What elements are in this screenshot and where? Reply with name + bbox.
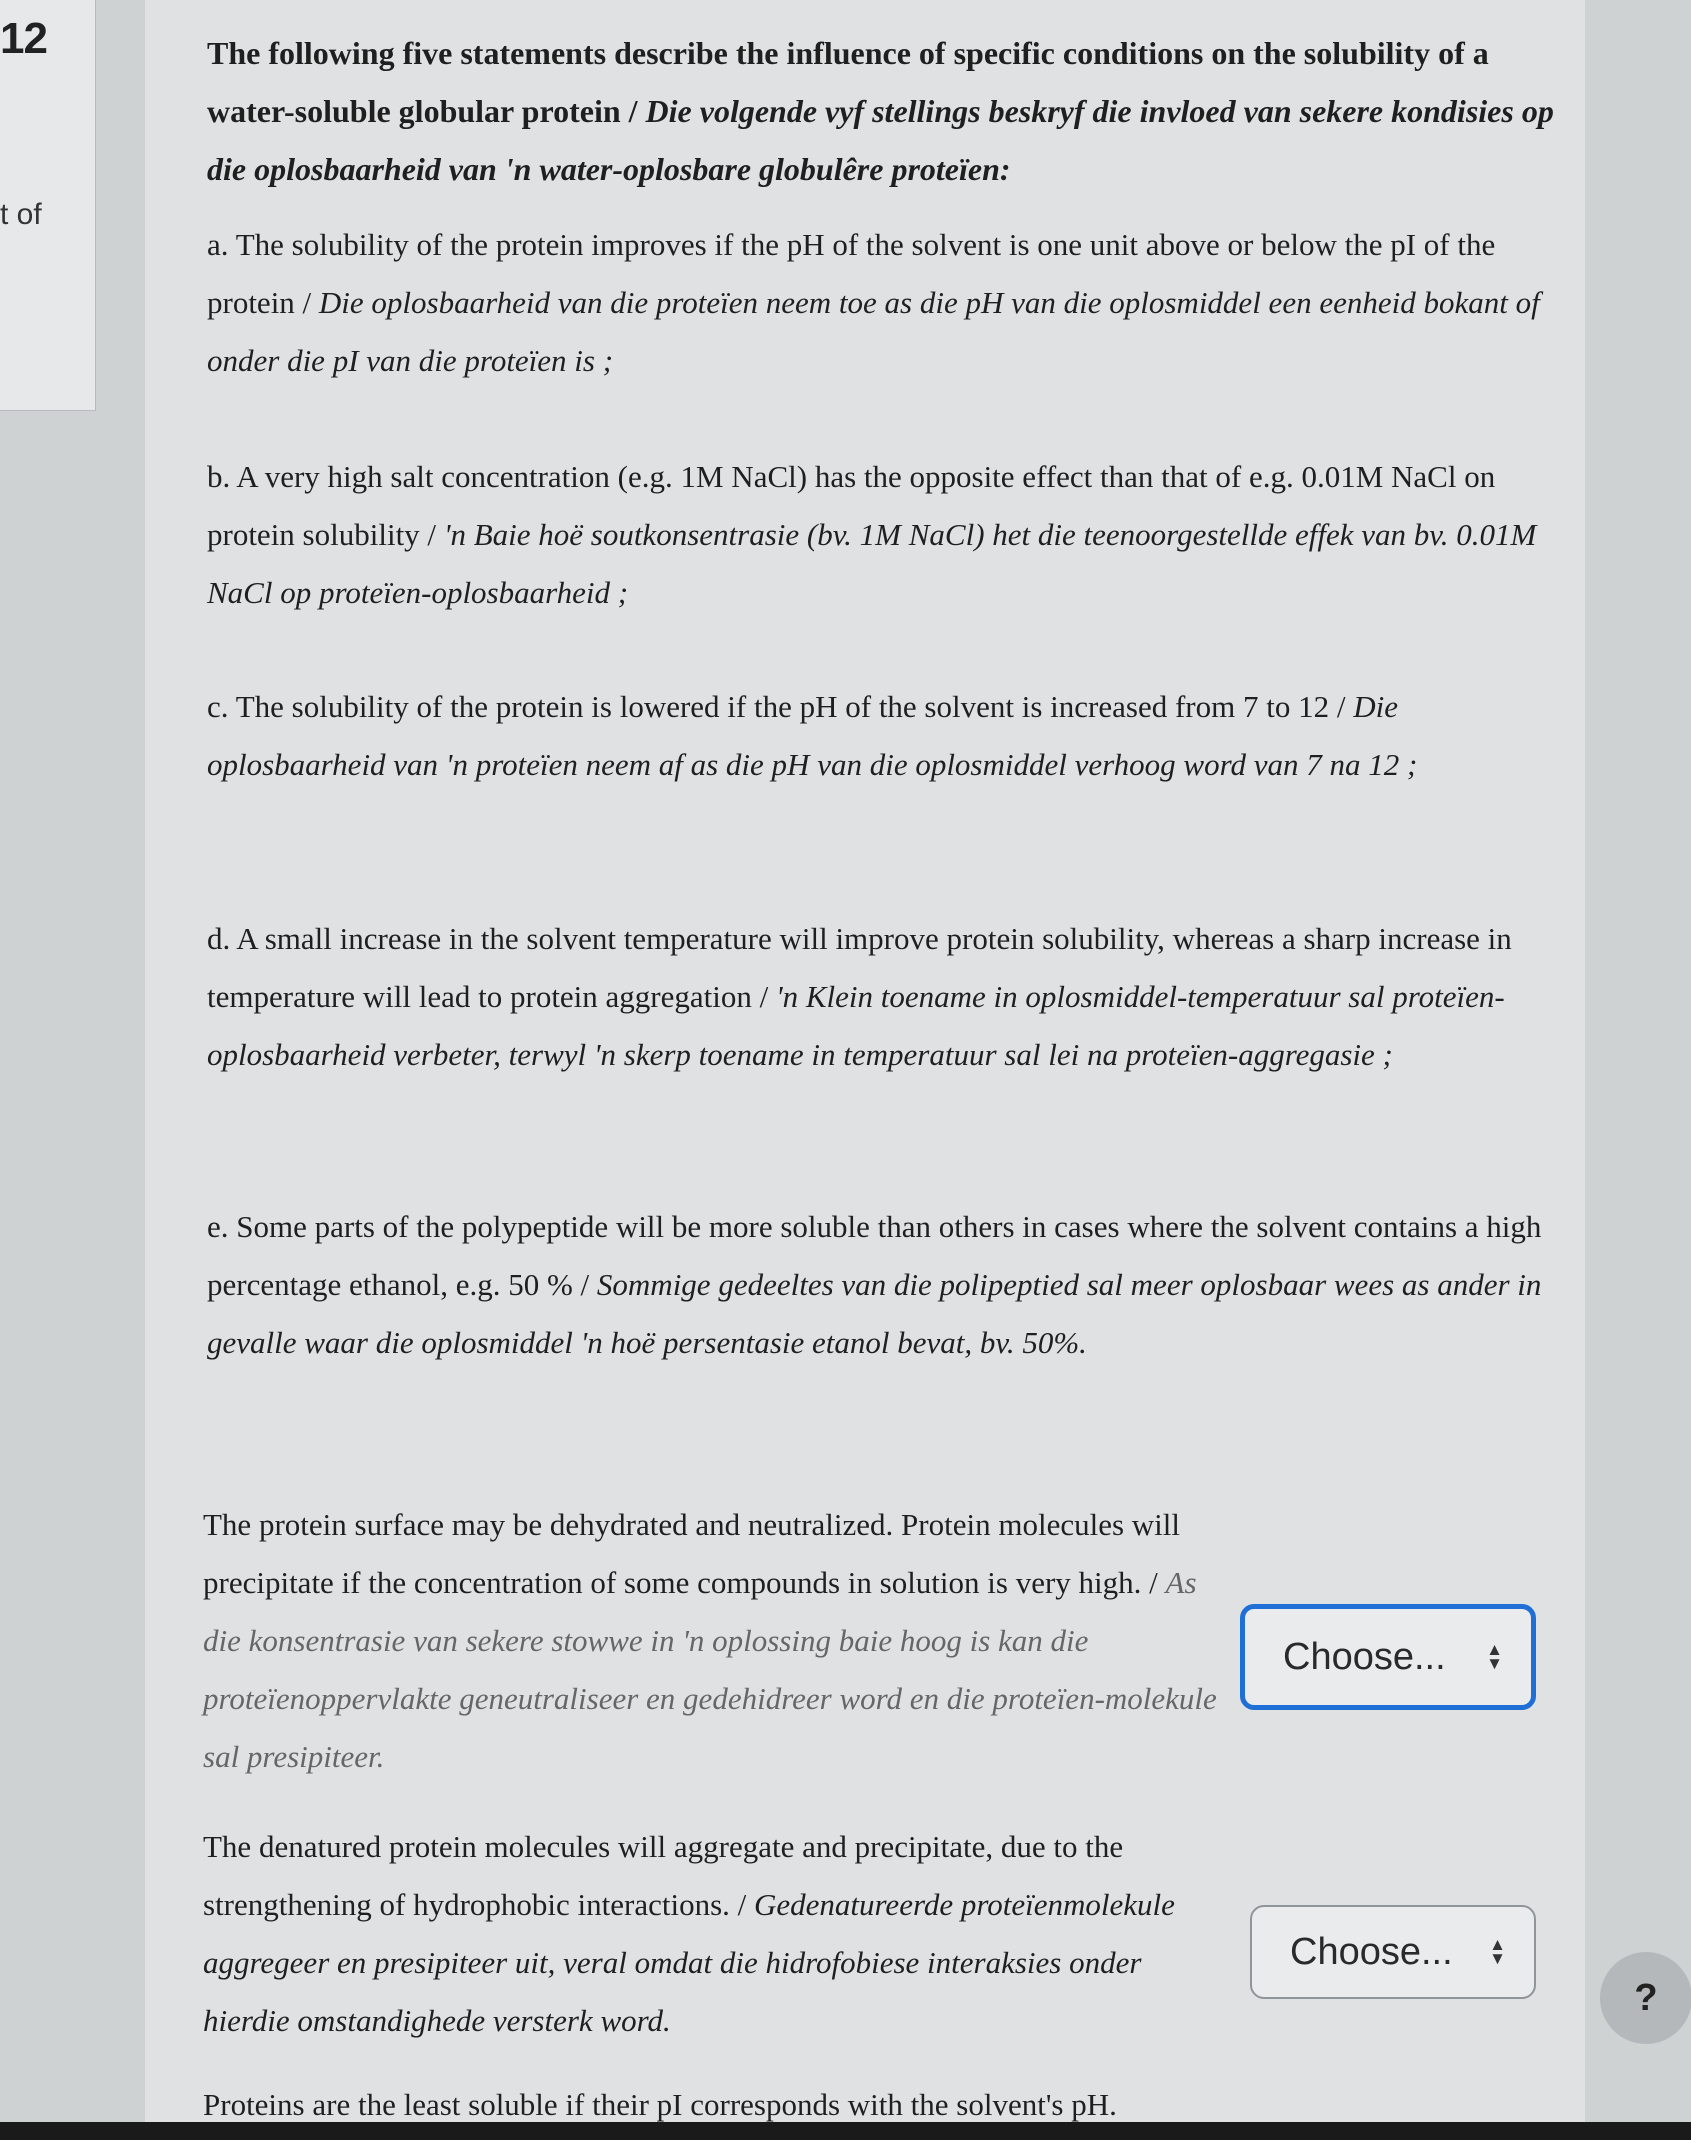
statement-b-afrikaans: 'n Baie hoë soutkonsentrasie (bv. 1M NaCl) het die teenoorgestellde effek van bv. 0.01M NaCl op proteïen-oplosbaarheid ; [207,517,1537,610]
statement-b [207,448,1567,622]
screen-bottom-edge [0,2122,1691,2140]
matching-question-3-english: Proteins are the least soluble if their pI corresponds with the solvent's pH. [203,2087,1117,2122]
statement-c-english: c. The solubility of the protein is lowered if the pH of the solvent is increased from 7 to 12 / [207,689,1354,724]
statement-a [207,216,1567,390]
statement-e [207,1198,1567,1372]
matching-question-2-english: The denatured protein molecules will aggregate and precipitate, due to the strengthening of hydrophobic interactions. / [203,1829,1124,1922]
statement-a-english: a. The solubility of the protein improves if the pH of the solvent is one unit above or below the pI of the protein / [207,227,1496,320]
matching-question-2-afrikaans: Gedenatureerde proteïenmolekule aggregeer en presipiteer uit, veral omdat die hidrofobiese interaksies onder hierdie omstandighede versterk word. [203,1887,1175,2038]
help-button[interactable]: ? [1600,1952,1691,2044]
matching-question-2 [203,1818,1223,2050]
statement-b-english: b. A very high salt concentration (e.g. 1M NaCl) has the opposite effect than that of e.g. 0.01M NaCl on protein solubility / [207,459,1496,552]
statement-c-afrikaans: Die oplosbaarheid van 'n proteïen neem af as die pH van die oplosmiddel verhoog word van 7 na 12 ; [207,689,1418,782]
statement-d [207,910,1567,1084]
statement-d-afrikaans: 'n Klein toename in oplosmiddel-temperatuur sal proteïen-oplosbaarheid verbeter, terwyl 'n skerp toename in temperatuur sal lei na proteïen-aggregasie ; [207,979,1505,1072]
answer-select-2-value: Choose... [1290,1930,1453,1973]
answer-select-2[interactable] [1250,1905,1536,1999]
statement-e-english: e. Some parts of the polypeptide will be more soluble than others in cases where the solvent contains a high percentage ethanol, e.g. 50 % / [207,1209,1542,1302]
statement-c [207,678,1567,794]
question-number: 12 [0,14,47,63]
question-content [145,0,1585,2140]
up-down-chevron-icon: ▲ ▼ [1489,1935,1506,1968]
matching-question-1-english: The protein surface may be dehydrated and neutralized. Protein molecules will precipitate if the concentration of some compounds in solution is very high. / [203,1507,1180,1600]
answer-select-1[interactable] [1240,1604,1536,1710]
matching-question-1 [203,1496,1223,1786]
statement-a-afrikaans: Die oplosbaarheid van die proteïen neem toe as die pH van die oplosmiddel een eenheid bokant of onder die pI van die proteïen is ; [207,285,1540,378]
statement-e-afrikaans: Sommige gedeeltes van die polipeptied sal meer oplosbaar wees as ander in gevalle waar die oplosmiddel 'n hoë persentasie etanol bevat, bv. 50%. [207,1267,1542,1360]
intro-english: The following five statements describe the influence of specific conditions on the solubility of a water-soluble globular protein / [207,35,1489,129]
up-down-chevron-icon: ▲ ▼ [1486,1640,1503,1673]
question-points-label: t of [0,198,42,231]
answer-select-1-value: Choose... [1283,1635,1446,1678]
question-intro [207,24,1567,198]
matching-question-1-afrikaans: As die konsentrasie van sekere stowwe in 'n oplossing baie hoog is kan die proteïenoppervlakte geneutraliseer en gedehidreer word en die proteïen-molekule sal presipiteer. [203,1565,1217,1774]
question-info-panel [0,0,96,411]
intro-afrikaans: Die volgende vyf stellings beskryf die invloed van sekere kondisies op die oplosbaarheid van 'n water-oplosbare globulêre proteïen: [207,93,1554,187]
statement-d-english: d. A small increase in the solvent temperature will improve protein solubility, whereas a sharp increase in temperature will lead to protein aggregation / [207,921,1512,1014]
